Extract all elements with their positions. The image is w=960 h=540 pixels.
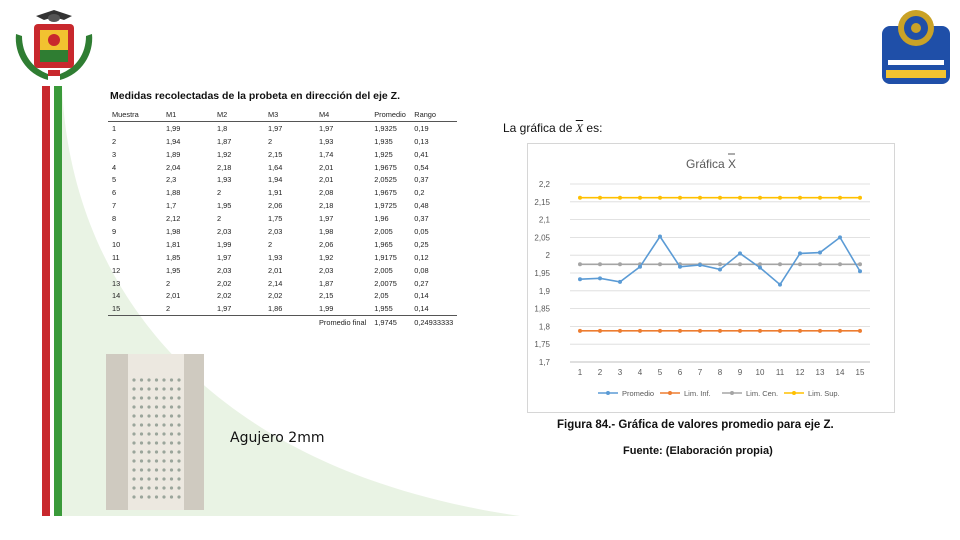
line-chart [528, 144, 894, 412]
table-cell: 0,48 [414, 201, 429, 211]
table-cell: 2 [217, 188, 222, 198]
data-point [658, 329, 662, 333]
data-point [638, 196, 642, 200]
data-point [758, 196, 762, 200]
specimen-photo-image [106, 354, 204, 510]
x-tick-label: 10 [755, 368, 765, 377]
data-point [778, 262, 782, 266]
figure-caption: Figura 84.- Gráfica de valores promedio para eje Z. [557, 419, 834, 431]
table-cell: 4 [112, 162, 117, 172]
y-tick-label: 1,85 [534, 304, 550, 314]
legend-marker [606, 391, 610, 395]
figure-source: Fuente: (Elaboración propia) [623, 445, 773, 457]
y-tick-label: 2 [545, 251, 550, 261]
table-cell: 2 [217, 214, 222, 224]
table-header-cell: M1 [162, 108, 213, 121]
table-cell: 1,9175 [374, 252, 397, 262]
data-point [698, 263, 702, 267]
table-cell: 0,05 [414, 226, 429, 236]
data-point [598, 196, 602, 200]
table-title: Medidas recolectadas de la probeta en dirección del eje Z. [110, 90, 401, 102]
table-row [108, 135, 457, 148]
table-cell: 1,95 [217, 201, 232, 211]
data-point [738, 262, 742, 266]
table-cell: 0,27 [414, 278, 429, 288]
y-tick-label: 1,7 [538, 358, 550, 367]
data-point [678, 196, 682, 200]
table-cell: 1,9725 [374, 201, 397, 211]
table-cell: 2,01 [166, 291, 181, 301]
table-cell: 2,15 [268, 149, 283, 159]
table-row [108, 212, 457, 225]
data-point [598, 329, 602, 333]
specimen-photo [106, 354, 204, 510]
x-tick-label: 6 [677, 368, 683, 377]
intro-suffix: es: [586, 121, 603, 135]
table-cell: 1,9325 [374, 123, 397, 133]
table-cell: 2,02 [268, 291, 283, 301]
table-cell: 2,005 [374, 265, 393, 275]
data-point [798, 262, 802, 266]
y-tick-label: 1,95 [534, 269, 550, 278]
table-row [108, 264, 457, 277]
table-cell: 0,2 [414, 188, 425, 198]
table-cell: 1,97 [319, 214, 334, 224]
table-cell: 10 [112, 239, 121, 249]
data-point [778, 329, 782, 333]
data-point [678, 329, 682, 333]
table-header-cell: M3 [264, 108, 315, 121]
table-cell: 2,06 [319, 239, 334, 249]
table-header-cell: M4 [315, 108, 370, 121]
data-point [758, 329, 762, 333]
data-point [738, 329, 742, 333]
table-cell: 1,94 [268, 175, 283, 185]
table-cell: 1,75 [268, 214, 283, 224]
table-row [108, 225, 457, 238]
x-tick-label: 12 [795, 368, 805, 377]
y-tick-label: 2,2 [538, 180, 550, 189]
data-point [578, 277, 582, 281]
table-row [108, 148, 457, 161]
measurements-table [108, 108, 457, 329]
table-row [108, 289, 457, 302]
table-cell: 2,0525 [374, 175, 397, 185]
data-point [718, 262, 722, 266]
table-header-cell: Muestra [108, 108, 162, 121]
table-empty-cell [213, 316, 264, 329]
table-cell: 2,0075 [374, 278, 397, 288]
table-cell: 15 [108, 302, 162, 315]
data-point [838, 235, 842, 239]
legend-marker [668, 391, 672, 395]
table-cell: 9 [112, 226, 117, 236]
table-cell: 1,98 [319, 226, 334, 236]
red-stripe [42, 86, 50, 516]
data-point [858, 329, 862, 333]
table-header-cell: Promedio [370, 108, 410, 121]
x-tick-label: 4 [637, 368, 643, 377]
table-cell: 1,81 [166, 239, 181, 249]
table-cell: 1,93 [319, 136, 334, 146]
table-cell: 1,9675 [374, 188, 397, 198]
series-line-promedio [580, 237, 860, 285]
table-cell: 2,12 [166, 214, 181, 224]
data-point [758, 266, 762, 270]
final-rango: 0,24933333 [414, 318, 454, 328]
data-point [778, 283, 782, 287]
table-cell: 1,955 [370, 302, 410, 315]
data-point [638, 329, 642, 333]
table-cell: 1,7 [166, 201, 177, 211]
table-header-cell: M2 [213, 108, 264, 121]
table-cell: 1,96 [374, 214, 389, 224]
data-point [718, 267, 722, 271]
y-tick-label: 1,75 [534, 340, 550, 350]
table-cell: 7 [112, 201, 117, 211]
table-cell: 0,14 [414, 291, 429, 301]
table-cell: 1,98 [166, 226, 181, 236]
data-point [718, 196, 722, 200]
table-cell: 0,14 [410, 302, 457, 315]
table-cell: 1,91 [268, 188, 283, 198]
chart-container [527, 143, 895, 413]
table-cell: 1,92 [217, 149, 232, 159]
table-cell: 1,94 [166, 136, 181, 146]
table-cell: 1,88 [166, 188, 181, 198]
x-tick-label: 14 [835, 368, 845, 377]
table-row [108, 302, 457, 315]
table-cell: 1,97 [217, 252, 232, 262]
y-tick-label: 2,15 [534, 197, 550, 207]
x-tick-label: 5 [657, 368, 663, 377]
university-crest-logo [8, 8, 100, 84]
table-cell: 2,14 [268, 278, 283, 288]
y-tick-label: 2,05 [534, 233, 550, 243]
table-cell: 0,41 [414, 149, 429, 159]
x-tick-label: 8 [717, 368, 723, 377]
table-row [108, 251, 457, 264]
data-point [738, 196, 742, 200]
data-point [858, 196, 862, 200]
table-row [108, 173, 457, 186]
table-cell: 3 [112, 149, 117, 159]
y-tick-label: 2,1 [538, 215, 550, 225]
table-row [108, 121, 457, 134]
data-point [858, 262, 862, 266]
x-tick-label: 15 [855, 368, 865, 377]
legend-label: Lim. Inf. [684, 389, 711, 398]
table-cell: 2,18 [319, 201, 334, 211]
table-cell: 2,03 [217, 226, 232, 236]
data-point [578, 196, 582, 200]
table-cell: 5 [112, 175, 117, 185]
table-row [108, 277, 457, 290]
data-point [578, 329, 582, 333]
legend-marker [792, 391, 796, 395]
table-cell: 13 [112, 278, 121, 288]
data-point [838, 329, 842, 333]
table-cell: 1,86 [264, 302, 315, 315]
x-tick-label: 13 [815, 368, 825, 377]
table-cell: 1,97 [213, 302, 264, 315]
table-cell: 2 [268, 136, 273, 146]
table-cell: 1,99 [217, 239, 232, 249]
intro-text: La gráfica de [503, 121, 573, 135]
table-cell: 2,15 [319, 291, 334, 301]
data-point [618, 262, 622, 266]
table-cell: 2,01 [268, 265, 283, 275]
x-tick-label: 7 [697, 368, 703, 377]
table-cell: 2 [162, 302, 213, 315]
x-tick-label: 9 [737, 368, 743, 377]
table-cell: 1,97 [268, 123, 283, 133]
table-empty-cell [264, 316, 315, 329]
table-cell: 12 [112, 265, 121, 275]
table-cell: 2,02 [217, 278, 232, 288]
data-point [738, 251, 742, 255]
table-cell: 2,01 [319, 162, 334, 172]
final-promedio: 1,9745 [374, 318, 397, 328]
x-tick-label: 1 [577, 368, 583, 377]
data-point [698, 196, 702, 200]
table-cell: 2,3 [166, 175, 177, 185]
table-cell: 0,37 [414, 175, 429, 185]
data-point [698, 329, 702, 333]
table-header-cell: Rango [410, 108, 457, 121]
mechatronics-logo [880, 6, 952, 86]
table-cell: 1,87 [217, 136, 232, 146]
data-point [818, 251, 822, 255]
table-cell: 2,04 [166, 162, 181, 172]
x-bar-symbol: $\overline{X}$ [575, 121, 584, 135]
table-cell: 2,03 [268, 226, 283, 236]
final-label: Promedio final [319, 318, 367, 328]
table-cell: 2,03 [319, 265, 334, 275]
table-empty-cell [108, 316, 162, 329]
table-cell: 0,13 [414, 136, 429, 146]
table-cell: 8 [112, 214, 117, 224]
table-cell: 0,37 [414, 214, 429, 224]
table-cell: 1,89 [166, 149, 181, 159]
table-header-row [108, 108, 457, 121]
table-cell: 1,85 [166, 252, 181, 262]
table-cell: 1,64 [268, 162, 283, 172]
x-tick-label: 3 [617, 368, 623, 377]
table-cell: 1,92 [319, 252, 334, 262]
data-point [678, 265, 682, 269]
table-empty-cell [162, 316, 213, 329]
table-cell: 2 [268, 239, 273, 249]
chart-title: Gráfica X [685, 157, 737, 171]
table-cell: 2,05 [374, 291, 389, 301]
data-point [778, 196, 782, 200]
table-cell: 0,12 [414, 252, 429, 262]
table-cell: 2 [112, 136, 117, 146]
table-cell: 1,965 [374, 239, 393, 249]
table-row [108, 186, 457, 199]
table-cell: 1,87 [319, 278, 334, 288]
table-cell: 1,99 [315, 302, 370, 315]
data-point [598, 262, 602, 266]
table-cell: 2,02 [217, 291, 232, 301]
legend-label: Lim. Sup. [808, 389, 840, 398]
x-tick-label: 11 [775, 368, 785, 377]
table-cell: 1,9675 [374, 162, 397, 172]
data-point [838, 262, 842, 266]
data-point [818, 196, 822, 200]
data-point [798, 196, 802, 200]
table-row [108, 199, 457, 212]
table-cell: 1,925 [374, 149, 393, 159]
data-point [658, 235, 662, 239]
table-cell: 1,935 [374, 136, 393, 146]
table-cell: 1 [112, 123, 117, 133]
table-cell: 6 [112, 188, 117, 198]
table-cell: 1,8 [217, 123, 228, 133]
table-row [108, 238, 457, 251]
table-cell: 0,25 [414, 239, 429, 249]
legend-label: Lim. Cen. [746, 389, 779, 398]
table-cell: 2,01 [319, 175, 334, 185]
table-cell: 1,93 [268, 252, 283, 262]
data-point [658, 196, 662, 200]
table-cell: 2,03 [217, 265, 232, 275]
table-cell: 1,93 [217, 175, 232, 185]
data-point [798, 251, 802, 255]
data-point [578, 262, 582, 266]
y-tick-label: 1,9 [538, 286, 550, 296]
data-point [858, 269, 862, 273]
table-cell: 1,74 [319, 149, 334, 159]
data-point [618, 280, 622, 284]
table-cell: 14 [112, 291, 121, 301]
table-cell: 1,99 [166, 123, 181, 133]
table-row [108, 161, 457, 174]
chart-intro-text [503, 121, 602, 136]
table-cell: 1,95 [166, 265, 181, 275]
green-stripe [54, 86, 62, 516]
data-point [718, 329, 722, 333]
table-final-row [108, 316, 457, 329]
data-point [598, 276, 602, 280]
data-point [618, 196, 622, 200]
data-point [838, 196, 842, 200]
data-point [818, 262, 822, 266]
table-cell: 2,06 [268, 201, 283, 211]
table-cell: 2,18 [217, 162, 232, 172]
data-point [638, 265, 642, 269]
data-point [618, 329, 622, 333]
legend-marker [730, 391, 734, 395]
table-cell: 0,54 [414, 162, 429, 172]
table-cell: 0,19 [414, 123, 429, 133]
legend-label: Promedio [622, 389, 655, 398]
data-point [658, 262, 662, 266]
photo-label: Agujero 2mm [230, 430, 325, 446]
table-cell: 2 [166, 278, 171, 288]
table-cell: 2,08 [319, 188, 334, 198]
table-cell: 1,97 [319, 123, 334, 133]
x-tick-label: 2 [597, 368, 603, 377]
y-tick-label: 1,8 [538, 322, 550, 332]
data-point [818, 329, 822, 333]
table-cell: 11 [112, 252, 120, 262]
data-point [798, 329, 802, 333]
table-cell: 2,005 [374, 226, 393, 236]
table-cell: 0,08 [414, 265, 429, 275]
